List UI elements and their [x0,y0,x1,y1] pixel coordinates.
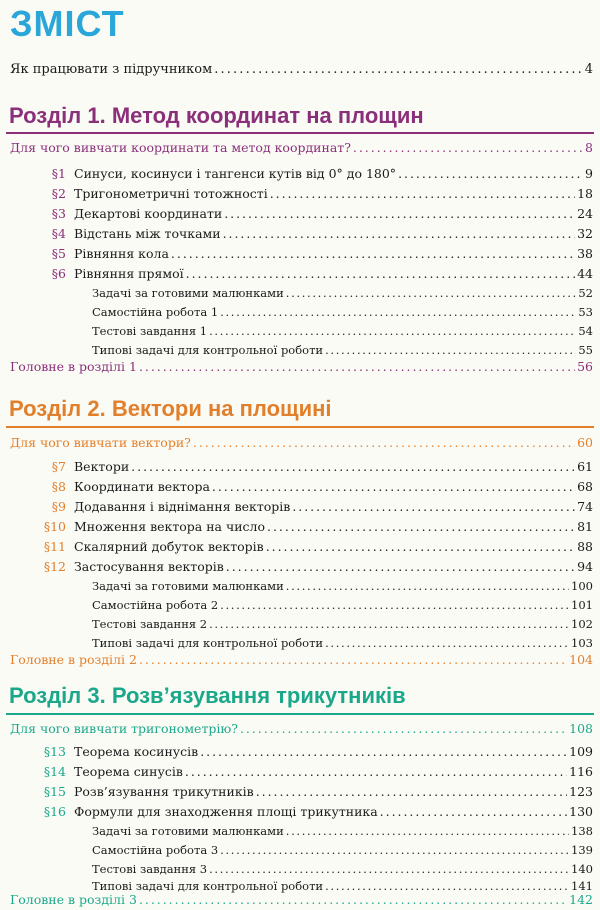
entry-label: Для чого вивчати тригонометрію? [10,721,238,736]
toc-entry-extra[interactable] [92,579,593,593]
leader-dots [209,862,569,876]
toc-entry-para[interactable] [30,266,593,281]
entry-page: 94 [577,559,593,574]
toc-entry-para[interactable] [30,246,593,261]
entry-page: 108 [569,721,593,736]
entry-label: Рівняння кола [74,246,169,261]
leader-dots [220,598,569,612]
entry-page: 104 [569,652,593,667]
para-number: §16 [43,804,66,819]
toc-entry-para[interactable] [30,186,593,201]
leader-dots [200,744,567,759]
para-number: §9 [51,499,66,514]
entry-label: Задачі за готовими малюнками [92,286,284,300]
entry-label: Теорема косинусів [74,744,199,759]
leader-dots [212,479,575,494]
para-number: §2 [51,186,66,201]
toc-entry-para[interactable] [30,559,593,574]
toc-entry-para[interactable] [30,784,593,799]
para-number: §11 [43,539,66,554]
entry-label: Застосування векторів [74,559,224,574]
leader-dots [325,343,576,357]
leader-dots [266,539,575,554]
entry-page: 56 [577,359,593,374]
entry-page: 100 [571,579,593,593]
entry-page: 130 [569,804,593,819]
toc-entry-extra[interactable] [92,879,593,893]
section-1-divider [6,132,594,134]
toc-entry-para[interactable] [30,459,593,474]
toc-entry-extra[interactable] [92,305,593,319]
entry-page: 141 [571,879,593,893]
entry-page: 103 [571,636,593,650]
entry-page: 38 [577,246,593,261]
entry-page: 52 [578,286,593,300]
entry-label: Тестові завдання 2 [92,617,208,631]
entry-page: 32 [577,226,593,241]
toc-entry-extra[interactable] [92,636,593,650]
entry-page: 53 [578,305,593,319]
entry-label: Типові задачі для контрольної роботи [92,343,324,357]
para-number: §13 [43,744,66,759]
entry-label: Тригонометричні тотожності [74,186,268,201]
toc-entry-para[interactable] [30,804,593,819]
para-number: §15 [43,784,66,799]
entry-label: Вектори [74,459,130,474]
leader-dots [286,286,577,300]
entry-label: Формули для знаходження площі трикутника [74,804,378,819]
section-2-main[interactable] [10,652,593,667]
para-number: §1 [51,166,66,181]
entry-page: 81 [577,519,593,534]
leader-dots [286,824,569,838]
section-1-why[interactable] [10,140,593,155]
leader-dots [223,226,576,241]
toc-entry-extra[interactable] [92,843,593,857]
entry-label: Рівняння прямої [74,266,184,281]
leader-dots [240,721,567,736]
leader-dots [186,266,575,281]
entry-label: Скалярний добуток векторів [74,539,264,554]
entry-label: Типові задачі для контрольної роботи [92,636,324,650]
entry-page: 138 [571,824,593,838]
entry-label: Самостійна робота 2 [92,598,219,612]
leader-dots [270,186,575,201]
leader-dots [220,305,576,319]
leader-dots [226,559,575,574]
toc-entry-para[interactable] [30,479,593,494]
para-number: §5 [51,246,66,261]
entry-page: 60 [577,435,593,450]
entry-page: 123 [569,784,593,799]
entry-label: Розв’язування трикутників [74,784,254,799]
toc-entry-para[interactable] [30,166,593,181]
entry-page: 61 [577,459,593,474]
entry-label: Головне в розділі 2 [10,652,137,667]
leader-dots [325,636,569,650]
leader-dots [139,892,567,907]
leader-dots [214,62,582,77]
para-number: §7 [51,459,66,474]
section-1-heading: Розділ 1. Метод координат на площин [9,103,424,128]
entry-label: Додавання і віднімання векторів [74,499,291,514]
toc-entry-para[interactable] [30,499,593,514]
leader-dots [209,617,569,631]
entry-page: 109 [569,744,593,759]
entry-page: 142 [569,892,593,907]
entry-label: Тестові завдання 3 [92,862,208,876]
page-title: ЗМІСТ [10,3,125,44]
entry-page: 54 [578,324,593,338]
entry-label: Множення вектора на число [74,519,266,534]
entry-label: Декартові координати [74,206,223,221]
entry-page: 74 [577,499,593,514]
entry-label: Відстань між точками [74,226,221,241]
leader-dots [398,166,583,181]
leader-dots [131,459,575,474]
toc-entry-intro[interactable] [10,62,593,77]
leader-dots [286,579,569,593]
leader-dots [185,764,567,779]
entry-page: 139 [571,843,593,857]
leader-dots [193,435,575,450]
entry-page: 4 [584,62,593,77]
leader-dots [325,879,569,893]
leader-dots [292,499,575,514]
section-3-main[interactable] [10,892,593,907]
entry-page: 102 [571,617,593,631]
toc-entry-para[interactable] [30,519,593,534]
leader-dots [353,140,583,155]
leader-dots [267,519,575,534]
leader-dots [380,804,567,819]
toc-entry-extra[interactable] [92,343,593,357]
section-3-heading: Розділ 3. Розв’язування трикутників [9,683,406,708]
para-number: §4 [51,226,66,241]
entry-label: Координати вектора [74,479,210,494]
entry-page: 140 [571,862,593,876]
entry-page: 55 [578,343,593,357]
toc-entry-para[interactable] [30,744,593,759]
section-2-divider [6,426,594,428]
leader-dots [139,359,575,374]
entry-label: Для чого вивчати координати та метод координат? [10,140,351,155]
para-number: §8 [51,479,66,494]
entry-page: 116 [569,764,593,779]
entry-label: Головне в розділі 3 [10,892,137,907]
entry-label: Теорема синусів [74,764,183,779]
entry-label: Задачі за готовими малюнками [92,579,284,593]
toc-entry-extra[interactable] [92,862,593,876]
section-3-divider [6,713,594,715]
leader-dots [224,206,575,221]
entry-page: 101 [571,598,593,612]
leader-dots [256,784,567,799]
section-1-main[interactable] [10,359,593,374]
entry-page: 18 [577,186,593,201]
leader-dots [209,324,576,338]
para-number: §10 [43,519,66,534]
para-number: §6 [51,266,66,281]
entry-label: Для чого вивчати вектори? [10,435,191,450]
entry-page: 24 [577,206,593,221]
entry-label: Задачі за готовими малюнками [92,824,284,838]
toc-entry-extra[interactable] [92,324,593,338]
leader-dots [171,246,575,261]
toc-entry-extra[interactable] [92,598,593,612]
toc-entry-extra[interactable] [92,617,593,631]
entry-label: Як працювати з підручником [10,62,213,77]
toc-entry-para[interactable] [30,764,593,779]
entry-label: Самостійна робота 1 [92,305,219,319]
section-2-why[interactable] [10,435,593,450]
toc-entry-extra[interactable] [92,824,593,838]
toc-entry-para[interactable] [30,226,593,241]
section-3-why[interactable] [10,721,593,736]
toc-entry-extra[interactable] [92,286,593,300]
entry-label: Головне в розділі 1 [10,359,137,374]
entry-label: Самостійна робота 3 [92,843,219,857]
entry-label: Типові задачі для контрольної роботи [92,879,324,893]
entry-page: 8 [585,140,593,155]
para-number: §14 [43,764,66,779]
entry-page: 88 [577,539,593,554]
entry-label: Синуси, косинуси і тангенси кутів від 0° до 180° [74,166,397,181]
toc-entry-para[interactable] [30,206,593,221]
entry-page: 9 [585,166,593,181]
entry-page: 68 [577,479,593,494]
leader-dots [220,843,569,857]
entry-label: Тестові завдання 1 [92,324,208,338]
entry-page: 44 [577,266,593,281]
toc-entry-para[interactable] [30,539,593,554]
para-number: §12 [43,559,66,574]
para-number: §3 [51,206,66,221]
leader-dots [139,652,567,667]
section-2-heading: Розділ 2. Вектори на площині [9,396,332,421]
